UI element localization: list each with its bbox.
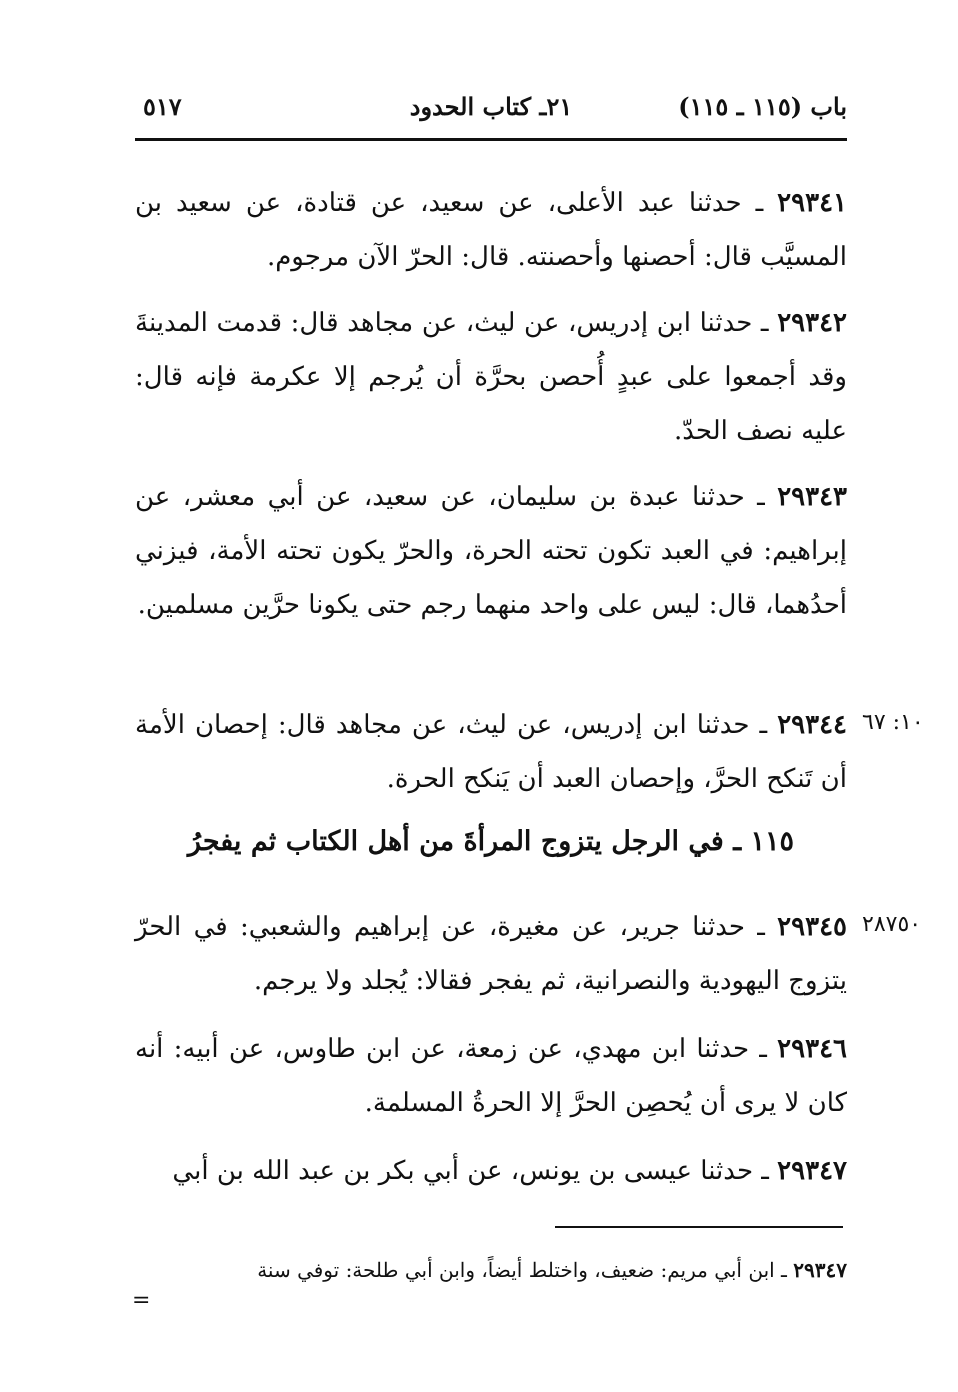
hadith-number: ٢٩٣٤١ bbox=[777, 188, 847, 218]
hadith-text: ـ حدثنا جرير، عن مغيرة، عن إبراهيم والشعبي: في الحرّ يتزوج اليهودية والنصرانية، ثم يفجر فقالا: يُجلد ولا يرجم. bbox=[135, 912, 847, 996]
hadith-text: ـ حدثنا عيسى بن يونس، عن أبي بكر بن عبد الله بن أبي bbox=[172, 1156, 769, 1186]
hadith-entry bbox=[135, 1144, 847, 1198]
hadith-entry bbox=[135, 296, 847, 458]
hadith-number: ٢٩٣٤٤ bbox=[777, 710, 848, 740]
hadith-text: ـ حدثنا ابن إدريس، عن ليث، عن مجاهد قال: قدمت المدينةَ وقد أجمعوا على عبدٍ أُحصن بحرَّة أن يُرجم إلا عكرمة فإنه قال: عليه نصف الحدّ. bbox=[135, 308, 847, 446]
hadith-entry bbox=[135, 698, 847, 806]
footnote-text: ـ ابن أبي مريم: ضعيف، واختلط أيضاً، وابن أبي طلحة: توفي سنة bbox=[257, 1258, 787, 1282]
footnote-continuation: = bbox=[132, 1288, 151, 1313]
margin-reference: ٢٨٧٥٠ bbox=[862, 912, 922, 937]
hadith-number: ٢٩٣٤٢ bbox=[777, 308, 848, 338]
hadith-text: ـ حدثنا عبد الأعلى، عن سعيد، عن قتادة، عن سعيد بن المسيَّب قال: أحصنها وأحصنته. قال: الحرّ الآن مرجوم. bbox=[135, 188, 847, 272]
hadith-entry bbox=[135, 900, 847, 1008]
hadith-number: ٢٩٣٤٧ bbox=[777, 1156, 847, 1186]
footnote-rule bbox=[555, 1226, 843, 1228]
section-title: ٢١ـ كتاب الحدود bbox=[409, 92, 573, 121]
page-number: ٥١٧ bbox=[143, 92, 182, 121]
hadith-text: ـ حدثنا ابن مهدي، عن زمعة، عن ابن طاوس، عن أبيه: أنه كان لا يرى أن يُحصِن الحرَّ إلا الحرةُ المسلمة. bbox=[135, 1034, 847, 1118]
hadith-number: ٢٩٣٤٥ bbox=[777, 912, 847, 942]
header-rule bbox=[135, 138, 847, 141]
hadith-text: ـ حدثنا ابن إدريس، عن ليث، عن مجاهد قال: إحصان الأمة أن تَنكح الحرَّ، وإحصان العبد أن يَنكح الحرة. bbox=[135, 710, 847, 794]
chapter-label: باب (١١٥ ـ ١١٥) bbox=[678, 92, 847, 121]
bab-title: ١١٥ ـ في الرجل يتزوج المرأةَ من أهل الكتاب ثم يفجرُ bbox=[187, 826, 795, 857]
running-header bbox=[135, 92, 847, 128]
hadith-entry bbox=[135, 176, 847, 284]
hadith-number: ٢٩٣٤٦ bbox=[777, 1034, 847, 1064]
hadith-text: ـ حدثنا عبدة بن سليمان، عن سعيد، عن أبي معشر، عن إبراهيم: في العبد تكون تحته الحرة، والحرّ يكون تحته الأمة، فيزني أحدُهما، قال: ليس على واحد منهما رجم حتى يكونا حرَّين مسلمين. bbox=[135, 482, 847, 620]
footnote bbox=[135, 1250, 847, 1290]
hadith-number: ٢٩٣٤٣ bbox=[777, 482, 848, 512]
footnote-number: ٢٩٣٤٧ bbox=[793, 1258, 847, 1282]
margin-reference: ١٠: ٦٧ bbox=[862, 710, 924, 735]
hadith-entry bbox=[135, 470, 847, 632]
hadith-entry bbox=[135, 1022, 847, 1130]
